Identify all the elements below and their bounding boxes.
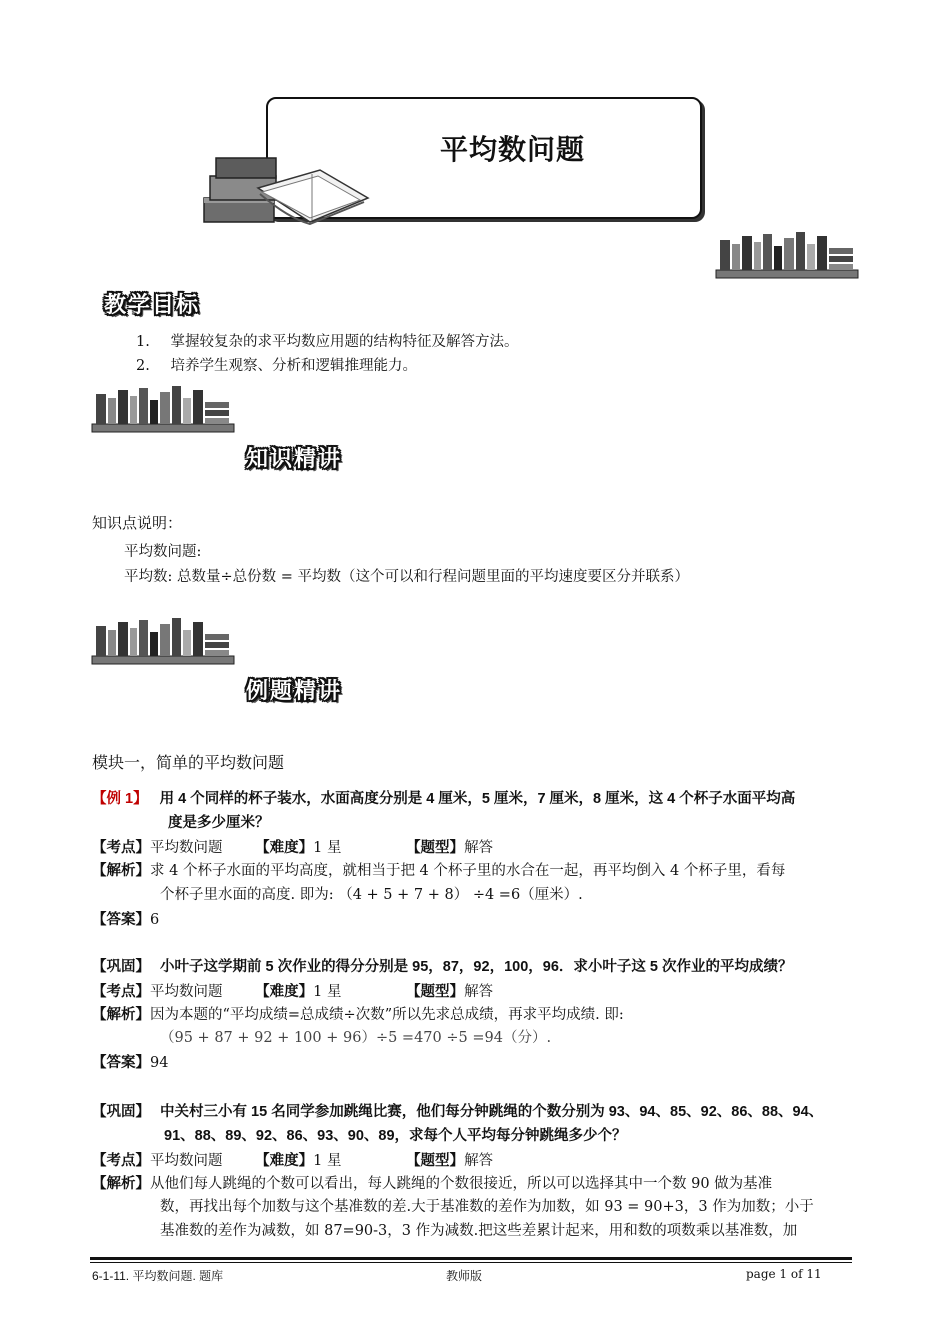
bookshelf-icon (714, 230, 860, 282)
meta-value: 解答 (464, 840, 494, 856)
knowledge-heading: 知识精讲 (246, 446, 343, 471)
practice-1-tag: 【巩固】 (92, 959, 150, 975)
meta-value: 解答 (464, 1153, 494, 1169)
knowledge-line-1: 平均数问题: (124, 544, 202, 560)
practice-2-q2: 91、88、89、92、86、93、90、89，求每个人平均每分钟跳绳多少个？ (164, 1128, 627, 1144)
practice-1-q1: 小叶子这学期前 5 次作业的得分分别是 95，87，92，100，96．求小叶子这 5 次作业的平均成绩？ (160, 959, 793, 975)
knowledge-label: 知识点说明： (92, 515, 183, 532)
footer-center: 教师版 (446, 1269, 483, 1283)
analysis-text: 求 4 个杯子水面的平均高度，就相当于把 4 个杯子里的水合在一起，再平均倒入 4 个杯子里，看每 (150, 863, 786, 879)
example-1-meta (92, 836, 493, 860)
meta-label: 【题型】 (406, 983, 465, 1000)
analysis-text: 因为本题的“平均成绩=总成绩÷次数”所以先求总成绩，再求平均成绩. 即: (150, 1007, 624, 1023)
answer-label: 【答案】 (92, 1054, 150, 1071)
meta-label: 【考点】 (92, 1152, 150, 1169)
example-1-q1: 用 4 个同样的杯子装水，水面高度分别是 4 厘米，5 厘米，7 厘米，8 厘米，这 4 个杯子水面平均高 (159, 791, 796, 807)
answer-value: 94 (150, 1055, 169, 1071)
goals-heading: 教学目标 (104, 292, 201, 317)
knowledge-line-2: 平均数: 总数量÷总份数 = 平均数（这个可以和行程问题里面的平均速度要区分并联系） (124, 569, 690, 585)
practice-2-analysis (92, 1172, 772, 1196)
bookshelf-icon (90, 616, 236, 668)
meta-value: 1 星 (313, 984, 342, 1000)
goal-1-text: 掌握较复杂的求平均数应用题的结构特征及解答方法。 (170, 334, 519, 350)
example-1-q2: 度是多少厘米？ (168, 815, 270, 831)
practice-2-tag: 【巩固】 (92, 1104, 150, 1120)
meta-value: 解答 (464, 984, 494, 1000)
example-1-answer (92, 908, 159, 932)
meta-value: 平均数问题 (150, 840, 223, 856)
answer-label: 【答案】 (92, 911, 150, 928)
meta-value: 1 星 (313, 1153, 342, 1169)
goal-2 (136, 355, 417, 378)
module-title: 模块一，简单的平均数问题 (92, 755, 285, 772)
analysis-label: 【解析】 (92, 1006, 150, 1023)
footer-rule-thin (90, 1262, 852, 1263)
meta-label: 【难度】 (255, 1152, 314, 1169)
analysis-text: 从他们每人跳绳的个数可以看出，每人跳绳的个数很接近，所以可以选择其中一个数 90 做为基准 (150, 1176, 773, 1192)
analysis-label: 【解析】 (92, 862, 150, 879)
meta-label: 【考点】 (92, 839, 150, 856)
example-1-question (92, 788, 795, 811)
meta-value: 平均数问题 (150, 984, 223, 1000)
meta-label: 【题型】 (406, 1152, 465, 1169)
practice-2-analysis-2: 数，再找出每个加数与这个基准数的差.大于基准数的差作为加数，如 93 = 90+3，3 作为加数；小于 (160, 1199, 814, 1215)
meta-value: 平均数问题 (150, 1153, 223, 1169)
meta-value: 1 星 (313, 840, 342, 856)
page-title: 平均数问题 (440, 134, 586, 165)
meta-label: 【难度】 (255, 983, 314, 1000)
meta-label: 【难度】 (255, 839, 314, 856)
practice-2-analysis-3: 基准数的差作为减数，如 87=90-3，3 作为减数.把这些差累计起来，用和数的项数乘以基准数，加 (160, 1223, 798, 1239)
goal-2-text: 培养学生观察、分析和逻辑推理能力。 (170, 358, 417, 374)
goal-2-num: 2. (136, 358, 150, 374)
example-1-analysis-2: 个杯子里水面的高度. 即为: （4 + 5 + 7 + 8） ÷4 =6（厘米）. (160, 887, 583, 903)
example-1-tag: 【例 1】 (92, 791, 148, 807)
meta-label: 【题型】 (406, 839, 465, 856)
books-stack-icon (200, 148, 380, 236)
answer-value: 6 (150, 912, 160, 928)
practice-1-meta (92, 980, 493, 1004)
goal-1-num: 1. (136, 334, 150, 350)
footer-rule (90, 1257, 852, 1260)
practice-1-analysis-2: （95 + 87 + 92 + 100 + 96）÷5 =470 ÷5 =94（分）. (160, 1030, 552, 1046)
goal-1 (136, 331, 518, 354)
meta-label: 【考点】 (92, 983, 150, 1000)
practice-1-analysis (92, 1003, 624, 1027)
bookshelf-icon (90, 384, 236, 436)
practice-2-question (92, 1101, 823, 1124)
practice-1-question (92, 956, 793, 979)
footer-left: 6-1-11. 平均数问题. 题库 (92, 1269, 224, 1283)
practice-2-meta (92, 1149, 493, 1173)
practice-1-answer (92, 1051, 168, 1075)
example-1-analysis (92, 859, 785, 883)
practice-2-q1: 中关村三小有 15 名同学参加跳绳比赛，他们每分钟跳绳的个数分别为 93、94、85、92、86、88、94、 (160, 1104, 824, 1120)
examples-heading: 例题精讲 (246, 678, 343, 703)
footer-page: page 1 of 11 (746, 1267, 822, 1281)
analysis-label: 【解析】 (92, 1175, 150, 1192)
